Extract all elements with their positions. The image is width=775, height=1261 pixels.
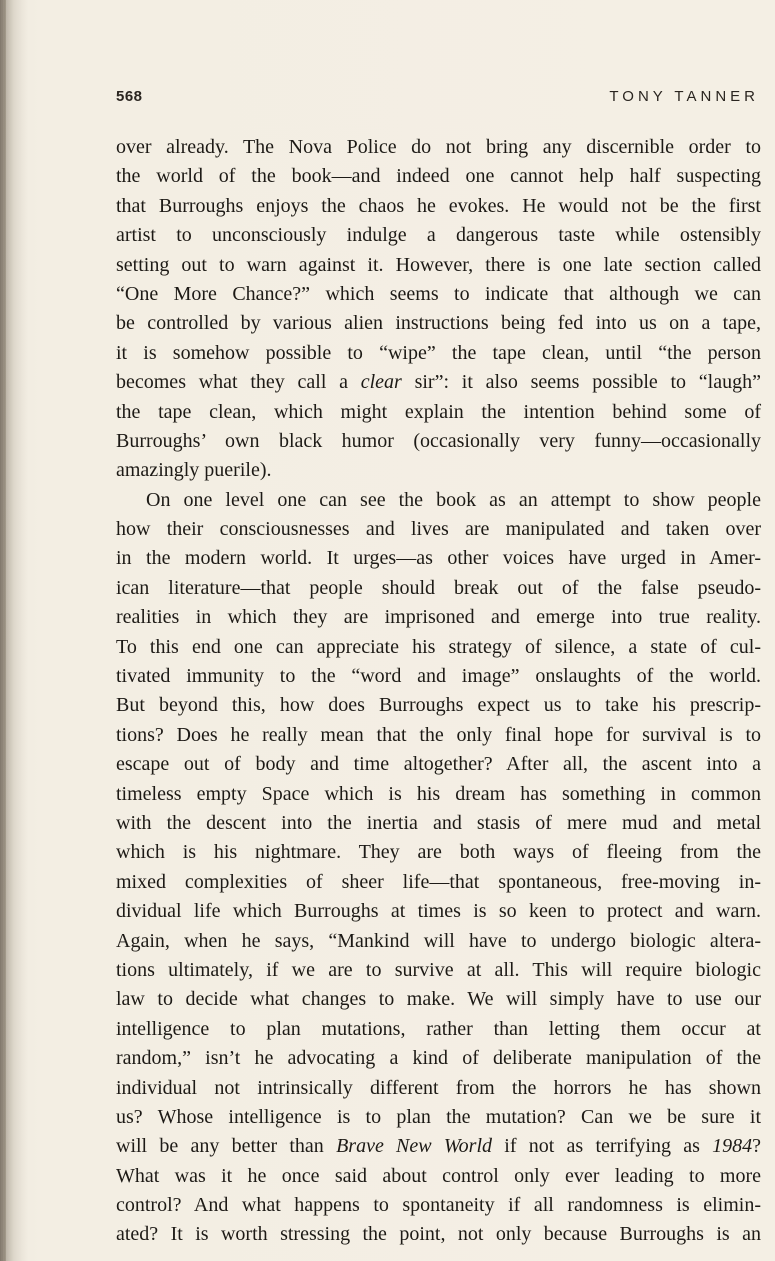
text-line: mixed complexities of sheer life—that spontaneous, free-moving in- bbox=[116, 870, 761, 893]
text-line: random,” isn’t he advocating a kind of deliberate manipulation of the bbox=[116, 1047, 761, 1070]
text-line: amazingly puerile). bbox=[116, 459, 272, 482]
text-line: be controlled by various alien instructions being fed into us on a tape, bbox=[116, 312, 761, 335]
text-segment: sir”: it also seems possible to “laugh” bbox=[401, 371, 761, 394]
text-line: timeless empty Space which is his dream has something in common bbox=[116, 782, 761, 805]
text-line: ated? It is worth stressing the point, not only because Burroughs is an bbox=[116, 1223, 761, 1246]
italic-title: clear bbox=[360, 371, 402, 394]
text-line: Burroughs’ own black humor (occasionally very funny—occasionally bbox=[116, 429, 761, 452]
text-line bbox=[116, 1132, 761, 1161]
text-line: What was it he once said about control only ever leading to more bbox=[116, 1164, 761, 1187]
gutter-shadow bbox=[0, 0, 28, 1261]
text-line: control? And what happens to spontaneity if all randomness is elimin- bbox=[116, 1194, 761, 1217]
text-line: law to decide what changes to make. We will simply have to use our bbox=[116, 988, 761, 1011]
text-segment: ? bbox=[752, 1135, 762, 1158]
text-line: artist to unconsciously indulge a dangerous taste while ostensibly bbox=[116, 224, 761, 247]
text-line: us? Whose intelligence is to plan the mutation? Can we be sure it bbox=[116, 1105, 761, 1128]
text-line: the world of the book—and indeed one cannot help half suspecting bbox=[116, 165, 761, 188]
text-line: how their consciousnesses and lives are manipulated and taken over bbox=[116, 518, 761, 541]
running-head: TONY TANNER bbox=[609, 88, 759, 105]
text-line: escape out of body and time altogether? After all, the ascent into a bbox=[116, 753, 761, 776]
text-line bbox=[116, 368, 761, 397]
text-line: setting out to warn against it. However, there is one late section called bbox=[116, 253, 761, 276]
text-line: intelligence to plan mutations, rather than letting them occur at bbox=[116, 1017, 761, 1040]
text-line: with the descent into the inertia and stasis of mere mud and metal bbox=[116, 811, 761, 834]
text-line: tions? Does he really mean that the only final hope for survival is to bbox=[116, 723, 761, 746]
text-line: individual not intrinsically different from the horrors he has shown bbox=[116, 1076, 761, 1099]
text-line: dividual life which Burroughs at times is so keen to protect and warn. bbox=[116, 900, 761, 923]
text-line: ican literature—that people should break out of the false pseudo- bbox=[116, 576, 761, 599]
page-header bbox=[116, 88, 759, 112]
text-line: that Burroughs enjoys the chaos he evokes. He would not be the first bbox=[116, 194, 761, 217]
italic-title: 1984 bbox=[712, 1135, 753, 1158]
text-line: which is his nightmare. They are both ways of fleeing from the bbox=[116, 841, 761, 864]
text-line: “One More Chance?” which seems to indicate that although we can bbox=[116, 282, 761, 305]
text-line: tivated immunity to the “word and image” onslaughts of the world. bbox=[116, 665, 761, 688]
text-line: But beyond this, how does Burroughs expect us to take his prescrip- bbox=[116, 694, 761, 717]
text-line: it is somehow possible to “wipe” the tape clean, until “the person bbox=[116, 341, 761, 364]
page-number: 568 bbox=[116, 88, 143, 105]
body-text bbox=[116, 133, 761, 1250]
text-line: To this end one can appreciate his strategy of silence, a state of cul- bbox=[116, 635, 761, 658]
text-line: tions ultimately, if we are to survive at all. This will require biologic bbox=[116, 958, 761, 981]
text-line: On one level one can see the book as an attempt to show people bbox=[146, 488, 761, 511]
text-line: Again, when he says, “Mankind will have to undergo biologic altera- bbox=[116, 929, 761, 952]
text-line: the tape clean, which might explain the intention behind some of bbox=[116, 400, 761, 423]
italic-title: Brave New World bbox=[336, 1135, 493, 1158]
text-segment: becomes what they call a bbox=[116, 371, 361, 394]
text-line: in the modern world. It urges—as other voices have urged in Amer- bbox=[116, 547, 761, 570]
text-line: realities in which they are imprisoned and emerge into true reality. bbox=[116, 606, 761, 629]
text-segment: will be any better than bbox=[116, 1135, 337, 1158]
text-line: over already. The Nova Police do not bring any discernible order to bbox=[116, 136, 761, 158]
text-segment: if not as terrifying as bbox=[492, 1135, 713, 1158]
